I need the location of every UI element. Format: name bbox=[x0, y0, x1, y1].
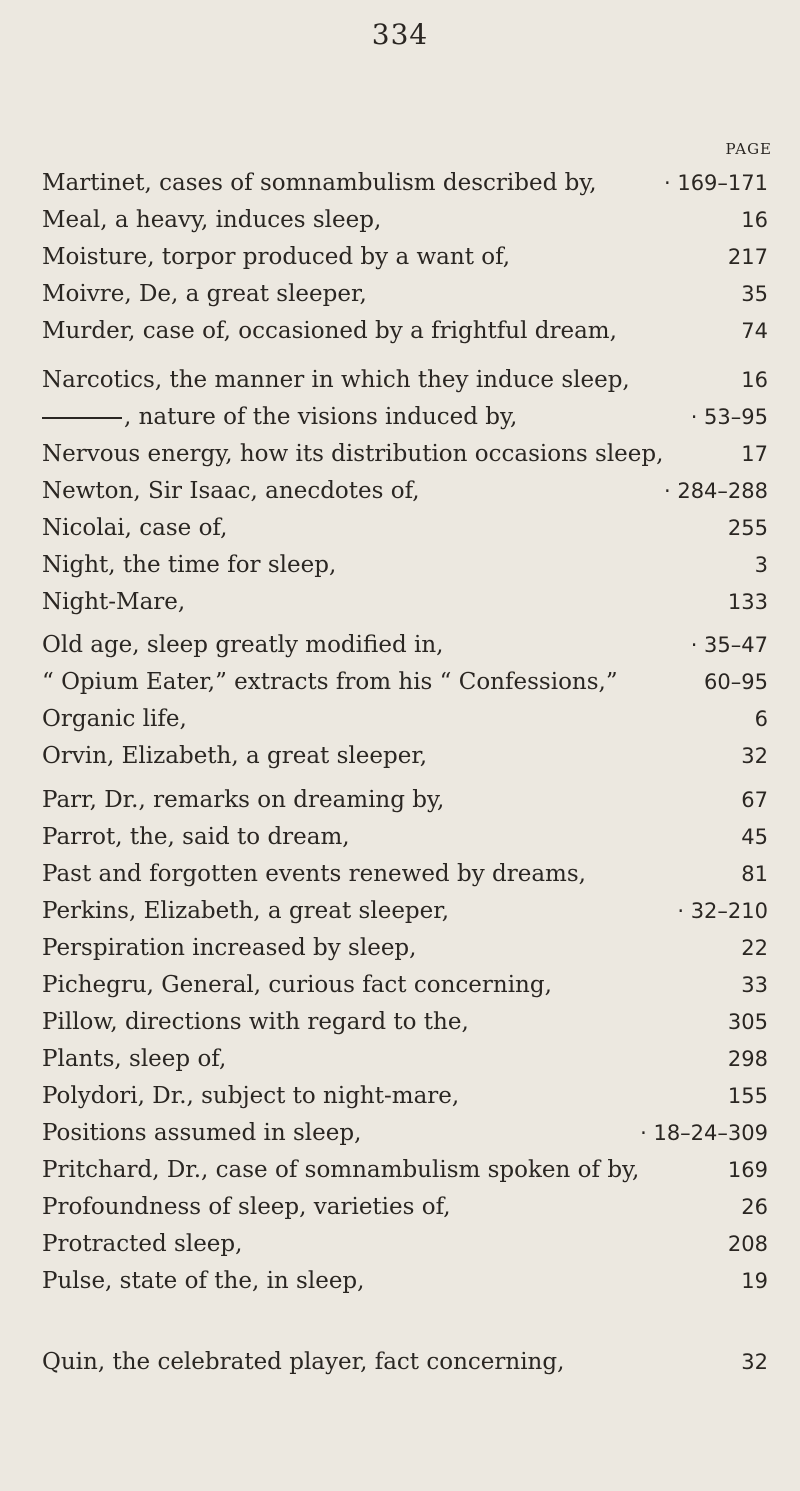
entry-page: · 284–288 bbox=[663, 479, 768, 503]
index-entry bbox=[42, 967, 768, 1004]
index-group-p bbox=[42, 782, 768, 1300]
entry-page: 169 bbox=[727, 1158, 768, 1182]
entry-text: Parr, Dr., remarks on dreaming by, bbox=[42, 787, 445, 813]
entry-text: Nervous energy, how its distribution occasions sleep, bbox=[42, 441, 664, 467]
entry-page: 19 bbox=[741, 1269, 768, 1293]
index-entry bbox=[42, 584, 768, 621]
entry-text: Night-Mare, bbox=[42, 589, 186, 615]
index-entry bbox=[42, 1344, 768, 1381]
entry-text: Protracted sleep, bbox=[42, 1231, 243, 1257]
entry-page: 81 bbox=[741, 862, 768, 886]
index-entry bbox=[42, 738, 768, 775]
entry-text: Pritchard, Dr., case of somnambulism spoken of by, bbox=[42, 1157, 640, 1183]
index-entry bbox=[42, 362, 768, 399]
entry-page: 208 bbox=[727, 1232, 768, 1256]
entry-page: 35 bbox=[741, 282, 768, 306]
entry-text-with-ditto bbox=[42, 399, 517, 436]
entry-page: 26 bbox=[741, 1195, 768, 1219]
index-group-m bbox=[42, 165, 768, 350]
entry-page: · 169–171 bbox=[663, 171, 768, 195]
index-entry bbox=[42, 547, 768, 584]
entry-text: Organic life, bbox=[42, 706, 187, 732]
entry-text: Night, the time for sleep, bbox=[42, 552, 337, 578]
index-entry bbox=[42, 436, 768, 473]
entry-page: 255 bbox=[727, 516, 768, 540]
entry-page: 17 bbox=[741, 442, 768, 466]
entry-page: 16 bbox=[741, 208, 768, 232]
entry-page: 22 bbox=[741, 936, 768, 960]
entry-text: Plants, sleep of, bbox=[42, 1046, 227, 1072]
entry-text: Narcotics, the manner in which they induce sleep, bbox=[42, 367, 630, 393]
entry-page: 6 bbox=[754, 707, 768, 731]
index-entry bbox=[42, 202, 768, 239]
entry-page: · 18–24–309 bbox=[640, 1121, 768, 1145]
entry-text: “ Opium Eater,” extracts from his “ Confessions,” bbox=[42, 669, 618, 695]
index-entry bbox=[42, 1041, 768, 1078]
index-group-q bbox=[42, 1344, 768, 1381]
index-entry bbox=[42, 473, 768, 510]
entry-page: · 35–47 bbox=[690, 633, 768, 657]
entry-page: 16 bbox=[741, 368, 768, 392]
entry-text: Moivre, De, a great sleeper, bbox=[42, 281, 367, 307]
entry-text: Martinet, cases of somnambulism described by, bbox=[42, 170, 597, 196]
entry-text: Old age, sleep greatly modified in, bbox=[42, 632, 444, 658]
entry-page: 155 bbox=[727, 1084, 768, 1108]
entry-text: Moisture, torpor produced by a want of, bbox=[42, 244, 511, 270]
entry-page: 298 bbox=[727, 1047, 768, 1071]
entry-text: Perspiration increased by sleep, bbox=[42, 935, 417, 961]
entry-text: Profoundness of sleep, varieties of, bbox=[42, 1194, 451, 1220]
index-entry bbox=[42, 627, 768, 664]
entry-page: 67 bbox=[741, 788, 768, 812]
entry-page: 3 bbox=[754, 553, 768, 577]
index-entry bbox=[42, 1004, 768, 1041]
index-entry bbox=[42, 165, 768, 202]
entry-text: Pichegru, General, curious fact concerning, bbox=[42, 972, 552, 998]
entry-text: Polydori, Dr., subject to night-mare, bbox=[42, 1083, 460, 1109]
index-group-n bbox=[42, 362, 768, 621]
entry-text: Positions assumed in sleep, bbox=[42, 1120, 362, 1146]
entry-page: · 53–95 bbox=[690, 405, 768, 429]
page-column-header: PAGE bbox=[725, 140, 772, 158]
entry-page: · 32–210 bbox=[677, 899, 768, 923]
index-entry bbox=[42, 1189, 768, 1226]
index-entry bbox=[42, 1115, 768, 1152]
index-entry bbox=[42, 313, 768, 350]
index-entry bbox=[42, 239, 768, 276]
entry-text: Parrot, the, said to dream, bbox=[42, 824, 350, 850]
index-entry bbox=[42, 701, 768, 738]
index-entry bbox=[42, 893, 768, 930]
index-entry bbox=[42, 819, 768, 856]
entry-page: 305 bbox=[727, 1010, 768, 1034]
index-entry bbox=[42, 1226, 768, 1263]
entry-text: Pulse, state of the, in sleep, bbox=[42, 1268, 365, 1294]
entry-text: Murder, case of, occasioned by a frightful dream, bbox=[42, 318, 617, 344]
entry-page: 32 bbox=[741, 744, 768, 768]
index-entry bbox=[42, 1263, 768, 1300]
index-entry bbox=[42, 1078, 768, 1115]
entry-page: 74 bbox=[741, 319, 768, 343]
entry-text: Orvin, Elizabeth, a great sleeper, bbox=[42, 743, 428, 769]
page-number: 334 bbox=[371, 18, 429, 51]
entry-text: Perkins, Elizabeth, a great sleeper, bbox=[42, 898, 450, 924]
entry-page: 133 bbox=[727, 590, 768, 614]
entry-text: Meal, a heavy, induces sleep, bbox=[42, 207, 382, 233]
entry-text: Quin, the celebrated player, fact concerning, bbox=[42, 1349, 565, 1375]
entry-text: Nicolai, case of, bbox=[42, 515, 228, 541]
index-entry bbox=[42, 782, 768, 819]
entry-text: , nature of the visions induced by, bbox=[124, 404, 518, 430]
entry-page: 33 bbox=[741, 973, 768, 997]
entry-page: 32 bbox=[741, 1350, 768, 1374]
entry-page: 45 bbox=[741, 825, 768, 849]
index-entry bbox=[42, 930, 768, 967]
index-group-o bbox=[42, 627, 768, 775]
index-entry bbox=[42, 399, 768, 436]
index-entry bbox=[42, 510, 768, 547]
entry-text: Past and forgotten events renewed by dreams, bbox=[42, 861, 586, 887]
index-entry bbox=[42, 276, 768, 313]
entry-text: Pillow, directions with regard to the, bbox=[42, 1009, 469, 1035]
entry-page: 60–95 bbox=[704, 670, 768, 694]
index-entry bbox=[42, 1152, 768, 1189]
ditto-dash bbox=[42, 417, 122, 419]
entry-page: 217 bbox=[727, 245, 768, 269]
index-entry bbox=[42, 856, 768, 893]
index-entry bbox=[42, 664, 768, 701]
entry-text: Newton, Sir Isaac, anecdotes of, bbox=[42, 478, 420, 504]
